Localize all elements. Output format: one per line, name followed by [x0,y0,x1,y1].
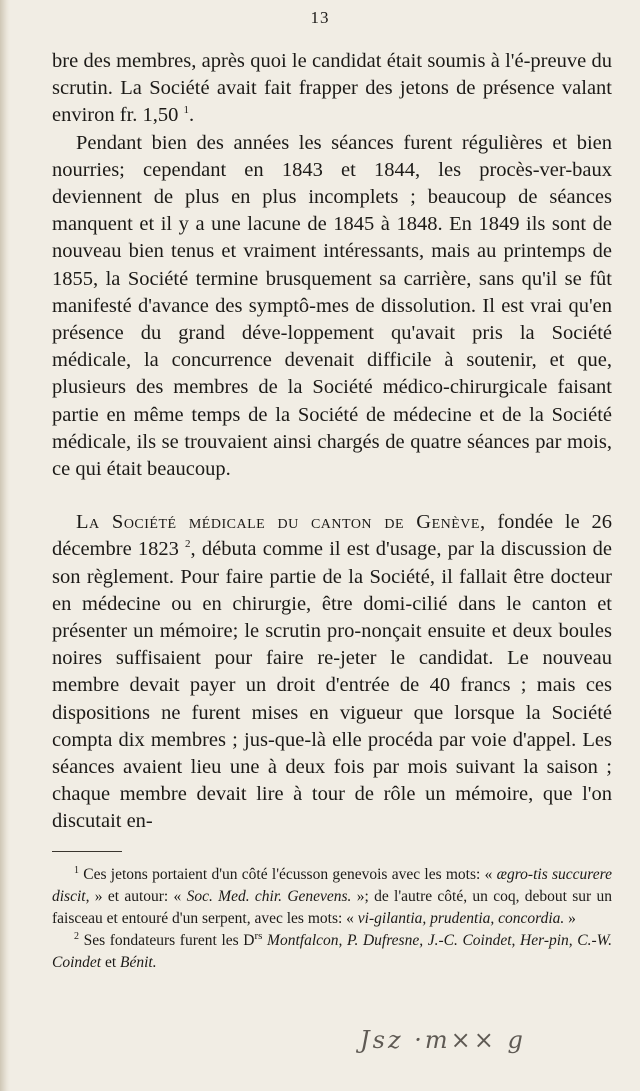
footnote-2-founders: Montfalcon, P. Dufresne, J.-C. Coindet, Her-pin, C.-W. Coindet [52,932,613,971]
footnote-1-text-e: »; de l'autre côté, un coq, debout sur un faisceau et entouré d'un serpent, avec les mots: « [52,888,613,927]
footnote-2-number: 2 [74,930,79,942]
footnote-divider [52,851,122,852]
section-heading: La Société médicale du canton de Genève, [76,511,486,534]
footnote-1-legend: Soc. Med. chir. Genevens. [186,888,352,905]
footnote-2-text-a: Ses fondateurs furent les D [83,932,255,949]
footnote-2 [52,930,612,974]
page-number: 13 [310,8,330,27]
footnotes [52,864,612,974]
footnote-1-text-g: » [568,910,576,927]
page-binding-shadow [0,0,10,1091]
main-text [52,48,612,836]
footnote-1-text-c: » et autour: « [94,888,182,905]
paragraph-1-end: . [189,104,195,127]
footnote-ref-1: 1 [183,104,190,117]
paragraph-3-text-b: , débuta comme il est d'usage, par la discussion de son règlement. Pour faire partie de la Société, il fallait être docteur en médecine ou en chirurgie, être domi-cilié dans le canton et présenter un mémoire; le scrutin pro-nonçait ensuite et deux boules noires suffisaient pour faire re-jeter le candidat. Le nouveau membre devait payer un droit d'entrée de 40 francs ; mais ces dispositions ne furent mises en vigueur que lorsque la Société compta dix membres ; jus-que-là elle procéda par voie d'appel. Les séances avaient lieu une à deux fois par mois suivant la saison ; chaque membre devait lire à tour de rôle un mémoire, que l'on discutait en- [52,538,612,833]
paragraph-3 [52,509,612,835]
footnote-1-number: 1 [74,864,79,876]
footnote-2-conjunction: et [104,954,117,971]
paragraph-1-text: bre des membres, après quoi le candidat était soumis à l'é-preuve du scrutin. La Société avait fait frapper des jetons de présence valant environ fr. 1,50 [52,50,612,127]
paragraph-2: Pendant bien des années les séances furent régulières et bien nourries; cependant en 1843 et 1844, les procès-ver-baux deviennent de plus en plus incomplets ; beaucoup de séances manquent et il y a une lacune de 1845 à 1848. En 1849 ils sont de nouveau bien tenus et vraiment intéressants, mais au printemps de 1855, la Société termine brusquement sa carrière, sans qu'il se fût manifesté d'avance des symptô-mes de dissolution. Il est vrai qu'en présence du grand déve-loppement qu'avait pris la Société médicale, la concurrence devenait difficile à soutenir, et que, plusieurs des membres de la Société médico-chirurgicale faisant partie en même temps de la Société de médecine et de la Société médicale, ils se trouvaient ainsi chargés de quatre séances par mois, ce qui était beaucoup. [52,131,612,481]
paragraph-3-text-a: fondée le 26 décembre 1823 [52,511,612,561]
handwritten-shelfmark: Jsz ·m×× g [360,1026,526,1054]
footnote-2-last-founder: Bénit. [120,954,157,971]
footnote-1-motto-1: ægro-tis succurere discit, [52,866,612,905]
footnote-1-motto-2: vi-gilantia, prudentia, concordia. [357,910,565,927]
footnote-ref-2: 2 [185,538,191,551]
paragraph-1 [52,48,612,130]
footnote-1-text-a: Ces jetons portaient d'un côté l'écusson genevois avec les mots: « [83,866,493,883]
footnote-2-superscript: rs [254,929,263,942]
footnote-1 [52,864,612,930]
